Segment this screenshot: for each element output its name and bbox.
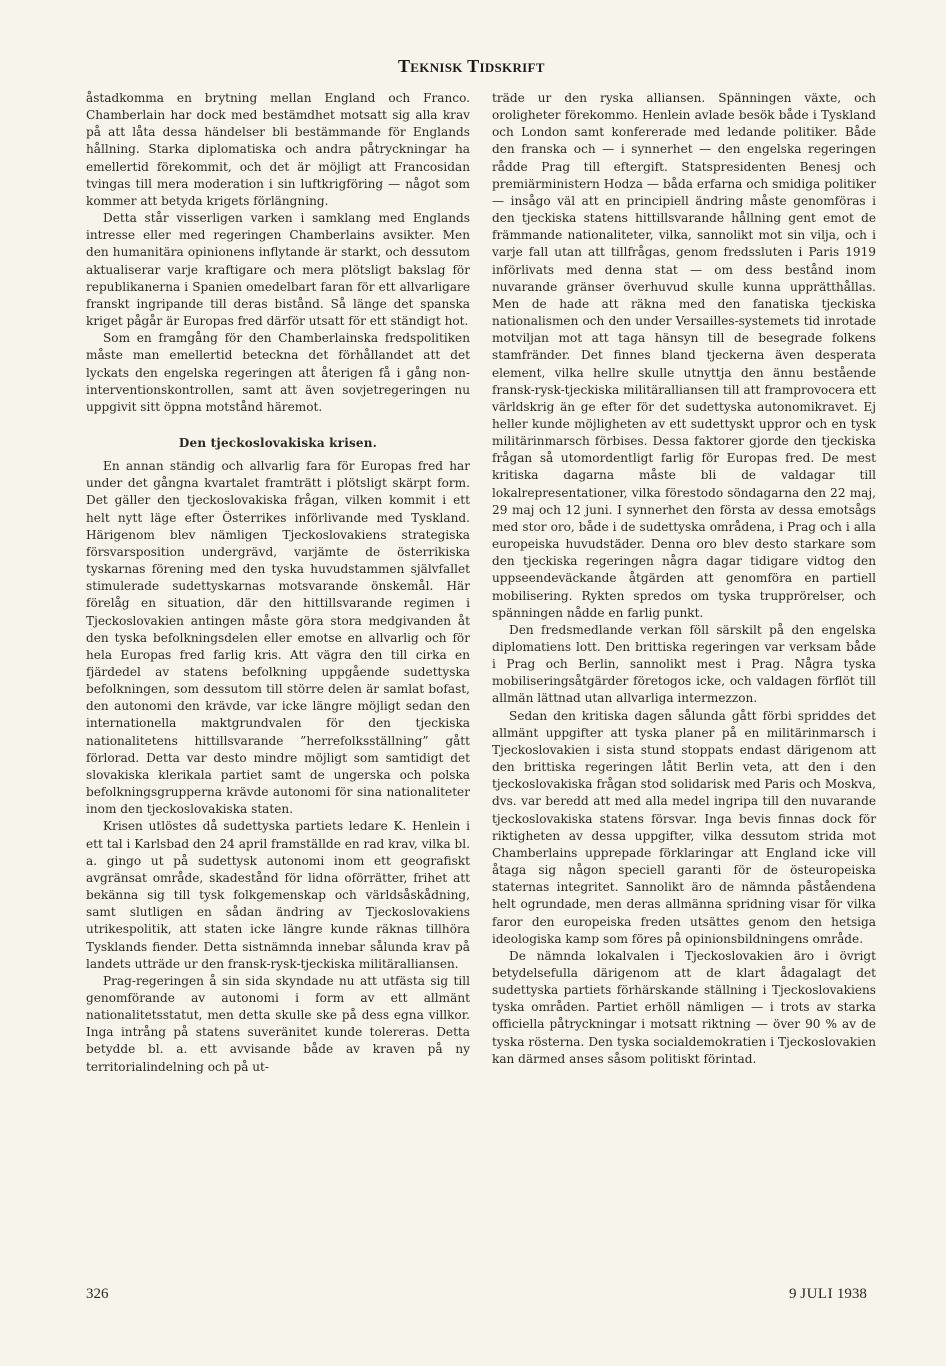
issue-date — [789, 1286, 867, 1303]
right-column — [492, 90, 876, 1068]
page-number: 326 — [86, 1286, 109, 1302]
paragraph: Krisen utlöstes då sudettyska partiets ledare K. Henlein i ett tal i Karlsbad den 24 april framställde en rad krav, vilka bl. a. gingo ut på sudettysk autonomi inom ett geografiskt avgränsat område, skadestånd för lidna oförrätter, frihet att bekänna sig till tysk folkgemenskap och världsåskådning, samt slutligen en sådan ändring av Tjeckoslovakiens utrikespolitik, att staten icke längre kunde räknas tillhöra Tysklands fiender. Detta sistnämnda innebar sålunda krav på landets utträde ur den fransk-rysk-tjeckiska militäralliansen. — [86, 819, 470, 971]
paragraph: åstadkomma en brytning mellan England och Franco. Chamberlain har dock med bestämdhet motsatt sig alla krav på att låta dessa händelser bli bestämmande för Englands hållning. Starka diplomatiska och andra påtryckningar ha emellertid förekommit, och det är möjligt att Francosidan tvingas till mera moderation i sin luftkrigföring — något som kommer att betyda krigets förlängning. — [86, 91, 470, 208]
paragraph: Detta står visserligen varken i samklang med Englands intresse eller med regeringen Chamberlains avsikter. Men den humanitära opinionens inflytande är starkt, och dessutom aktualiserar varje kraftigare och mera plötsligt bakslag för republikanerna i Spanien omedelbart faran för ett allvarligare franskt ingripande till deras bistånd. Så länge det spanska kriget pågår är Europas fred därför utsatt för ett ständigt hot. — [86, 211, 470, 329]
date-month: JULI — [800, 1286, 834, 1302]
paragraph: De nämnda lokalvalen i Tjeckoslovakien äro i övrigt betydelsefulla därigenom att de klart ådagalagt det sudettyska partiets förhärskande ställning i Tjeckoslovakiens tyska områden. Partiet erhöll nämligen — i trots av starka officiella påtryckningar i motsatt riktning — över 90 % av de tyska rösterna. Den tyska socialdemokratien i Tjeckoslovakien kan därmed anses såsom politiskt förintad. — [492, 948, 876, 1066]
masthead: Teknisk Tidskrift — [398, 56, 545, 76]
paragraph: Som en framgång för den Chamberlainska fredspolitiken måste man emellertid beteckna det förhållandet att det lyckats den engelska regeringen att återigen få i gång non-interventionskontrollen, samt att även sovjetregeringen nu uppgivit sitt öppna motstånd häremot. — [86, 331, 470, 414]
paragraph: träde ur den ryska alliansen. Spänningen växte, och oroligheter förekommo. Henlein avlade besök både i Tyskland och London samt konfererade med ledande politiker. Både den franska och — i synnerhet — den engelska regeringen rådde Prag till eftergift. Statspresidenten Benesj och premiärministern Hodza — båda erfarna och smidiga politiker — insågo väl att en principiell ändring måste genomföras i den tjeckiska statens hittillsvarande hållning gent emot de främmande nationaliteter, vilka, sannolikt mot sin vilja, och i varje fall utan att tillfrågas, genom fredssluten i Paris 1919 införlivats med denna stat — om dess bestånd inom nuvarande gränser överhuvud skulle kunna upprätthållas. Men de hade att räkna med den fanatiska tjeckiska nationalismen och den under Versailles-systemets tid inrotade motviljan mot att taga hänsyn till de besegrade folkens stamfränder. Det finnes bland tjeckerna även desperata element, vilka hellre skulle utnyttja den ännu bestående fransk-rysk-tjeckiska militäralliansen till att framprovocera ett världskrig än ge efter för det sudettyska autonomikravet. Ej heller kunde möjligheten av ett sudettyskt uppror och en tysk militärinmarsch förbises. Dessa faktorer gjorde den tjeckiska frågan så utomordentligt farlig för Europas fred. De mest kritiska dagarna måste bli de valdagar till lokalrepresentationer, vilka förestodo söndagarna den 22 maj, 29 maj och 12 juni. I synnerhet den första av dessa emotsågs med stor oro, både i de sudettyska områdena, i Prag och i alla europeiska huvudstäder. Denna oro blev desto starkare som den tjeckiska regeringen några dagar tidigare vidtog den uppseendeväckande åtgärden att genomföra en partiell mobilisering. Rykten spredos om tyska trupprörelser, och spänningen nådde en farlig punkt. — [492, 91, 876, 620]
paragraph: Den fredsmedlande verkan föll särskilt på den engelska diplomatiens lott. Den brittiska regeringen var verksam både i Prag och Berlin, sannolikt mest i Prag. Några tyska mobiliseringsåtgärder företogos icke, och valdagen förflöt till allmän lättnad utan allvarliga intermezzon. — [492, 622, 876, 706]
date-day: 9 — [789, 1286, 797, 1302]
paragraph: Sedan den kritiska dagen sålunda gått förbi spriddes det allmänt uppgifter att tyska planer på en militärinmarsch i Tjeckoslovakien i sista stund stoppats endast därigenom att den brittiska regeringen låtit Berlin veta, att den i den tjeckoslovakiska frågan stod solidarisk med Paris och Moskva, dvs. var beredd att med alla medel ingripa till den nuvarande tjeckoslovakiska statens försvar. Inga bevis finnas dock för riktigheten av dessa uppgifter, vilka dessutom strida mot Chamberlains upprepade förklaringar att England icke vill åtaga sig någon speciell garanti för de östeuropeiska staternas integritet. Sannolikt äro de nämnda påståendena helt ogrundade, men deras allmänna spridning visar för vilka faror den europeiska freden utsättes genom den hetsiga ideologiska kamp som föres på opinionsbildningens område. — [492, 708, 876, 946]
paragraph: Prag-regeringen å sin sida skyndade nu att utfästa sig till genomförande av autonomi i form av ett allmänt nationalitetsstatut, men detta skulle ske på dess egna villkor. Inga intrång på statens suveränitet kunde tolereras. Detta betydde bl. a. ett avvisande både av kraven på ny territorialindelning och på ut- — [86, 973, 470, 1074]
section-heading: Den tjeckoslovakiska krisen. — [178, 435, 378, 450]
left-column — [86, 90, 470, 1076]
paragraph: En annan ständig och allvarlig fara för Europas fred har under det gångna kvartalet framträtt i plötsligt skärpt form. Det gäller den tjeckoslovakiska frågan, vilken kommit i ett helt nytt läge efter Österrikes införlivande med Tyskland. Härigenom blev nämligen Tjeckoslovakiens strategiska försvarsposition undergrävd, varjämte de österrikiska tyskarnas förening med den tyska huvudstammen självfallet stimulerade sudettyskarnas motsvarande önskemål. Här förelåg en situation, där den hittillsvarande regimen i Tjeckoslovakien antingen måste göra stora medgivanden åt den tyska befolkningsdelen eller emotse en allvarlig och för hela Europas fred farlig kris. Att vägra den till cirka en fjärdedel av statens befolkning uppgående sudettyska befolkningen, som dessutom till större delen är samlat bofast, den autonomi den krävde, var icke längre möjligt sedan den internationella maktgrundvalen för den tjeckiska nationalitetens hittillsvarande ”herrefolksställning” gått förlorad. Detta var desto mindre möjligt som samtidigt det slovakiska klerikala partiet samt de ungerska och polska befolkningsgrupperna krävde autonomi för sina nationaliteter inom den tjeckoslovakiska staten. — [86, 459, 470, 817]
date-year: 1938 — [836, 1286, 867, 1302]
